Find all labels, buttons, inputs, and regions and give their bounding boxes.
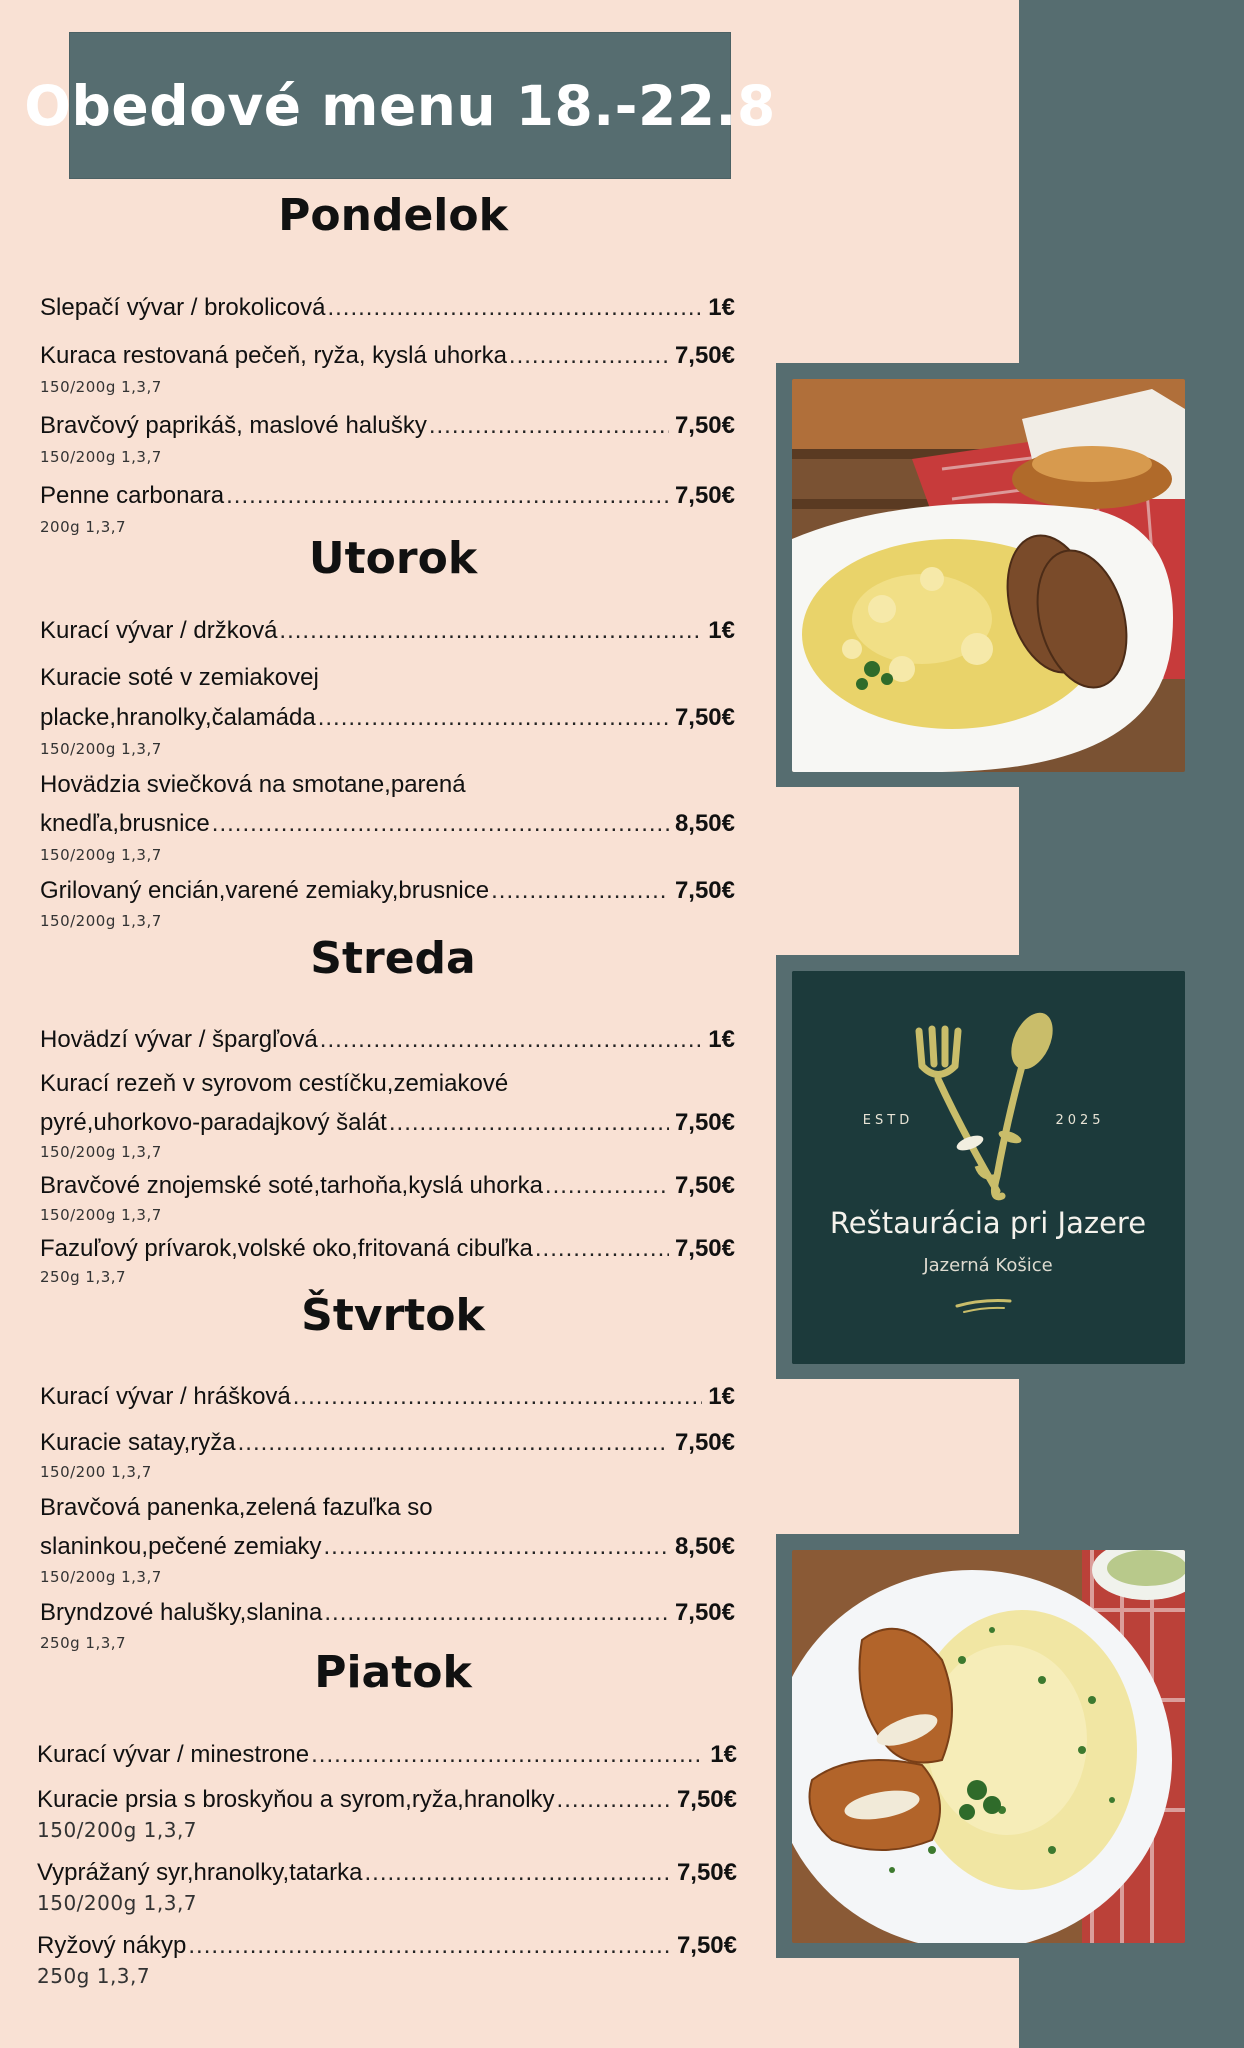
menu-item-weight: 150/200g 1,3,7: [40, 378, 162, 396]
menu-item: Kurací vývar / držková ..... 1€: [40, 613, 735, 645]
menu-item-weight: 150/200g 1,3,7: [40, 740, 162, 758]
menu-item: Ryžový nákyp ..... 7,50€: [37, 1928, 737, 1960]
menu-item-weight: 250g 1,3,7: [37, 1964, 151, 1988]
menu-item: Kuraca restovaná pečeň, ryža, kyslá uhorka ..... 7,50€: [40, 338, 735, 370]
day-heading-piatok: Piatok: [314, 1647, 472, 1698]
food-photo-frame: [776, 1534, 1019, 1958]
food-photo-frame: [776, 363, 1019, 787]
restaurant-logo: [792, 971, 1185, 1364]
menu-item: Kurací vývar / minestrone ..... 1€: [37, 1737, 737, 1769]
menu-item: placke,hranolky,čalamáda ..... 7,50€: [40, 700, 735, 732]
menu-item: Kuracie satay,ryža ..... 7,50€: [40, 1425, 735, 1457]
menu-item-weight: 150/200g 1,3,7: [37, 1818, 198, 1842]
menu-item-weight: 150/200g 1,3,7: [40, 1206, 162, 1224]
menu-item: knedľa,brusnice ..... 8,50€: [40, 806, 735, 838]
day-heading-stvrtok: Štvrtok: [301, 1290, 485, 1341]
day-heading-utorok: Utorok: [308, 533, 478, 584]
menu-item-weight: 150/200g 1,3,7: [40, 912, 162, 930]
food-photo-schnitzel: [792, 1550, 1185, 1943]
menu-item-weight: 150/200g 1,3,7: [40, 1568, 162, 1586]
day-heading-streda: Streda: [310, 933, 476, 984]
restaurant-logo-frame: [776, 955, 1147, 1379]
menu-title-banner: [24, 32, 776, 179]
menu-item-first-line: Bravčová panenka,zelená fazuľka so: [40, 1494, 433, 1521]
logo-restaurant-name: Reštaurácia pri Jazere: [829, 1206, 1147, 1240]
menu-item: Bravčový paprikáš, maslové halušky ..... 7,50€: [40, 408, 735, 440]
menu-item-weight: 250g 1,3,7: [40, 1634, 127, 1652]
logo-estd-left: ESTD: [862, 1113, 914, 1128]
menu-item-first-line: Kuracie soté v zemiakovej: [40, 664, 319, 691]
menu-item-weight: 250g 1,3,7: [40, 1268, 127, 1286]
menu-item: pyré,uhorkovo-paradajkový šalát ..... 7,50€: [40, 1105, 735, 1137]
menu-item: Vyprážaný syr,hranolky,tatarka ..... 7,50€: [37, 1855, 737, 1887]
menu-item-weight: 150/200 1,3,7: [40, 1463, 152, 1481]
page-title: Obedové menu 18.-22.8: [24, 73, 776, 138]
menu-item-weight: 150/200g 1,3,7: [40, 448, 162, 466]
logo-estd-right: 2025: [1055, 1113, 1105, 1128]
logo-subtitle: Jazerná Košice: [923, 1255, 1053, 1276]
menu-item-first-line: Hovädzia sviečková na smotane,parená: [40, 771, 466, 798]
menu-item: Kurací vývar / hrášková ..... 1€: [40, 1379, 735, 1411]
menu-item: Bravčové znojemské soté,tarhoňa,kyslá uhorka ..... 7,50€: [40, 1168, 735, 1200]
menu-item: Hovädzí vývar / špargľová ..... 1€: [40, 1022, 735, 1054]
food-photo-potatoes: [792, 379, 1185, 772]
menu-item-first-line: Kurací rezeň v syrovom cestíčku,zemiakové: [40, 1070, 509, 1097]
day-heading-pondelok: Pondelok: [278, 190, 508, 241]
menu-item: Kuracie prsia s broskyňou a syrom,ryža,hranolky ..... 7,50€: [37, 1782, 737, 1814]
menu-item-weight: 200g 1,3,7: [40, 518, 127, 536]
menu-item: slaninkou,pečené zemiaky ..... 8,50€: [40, 1529, 735, 1561]
menu-item-weight: 150/200g 1,3,7: [37, 1891, 198, 1915]
menu-item: Slepačí vývar / brokolicová ..... 1€: [40, 290, 735, 322]
menu-item: Bryndzové halušky,slanina ..... 7,50€: [40, 1595, 735, 1627]
menu-item: Fazuľový prívarok,volské oko,fritovaná cibuľka ..... 7,50€: [40, 1231, 735, 1263]
menu-item: Penne carbonara ..... 7,50€: [40, 478, 735, 510]
menu-item-weight: 150/200g 1,3,7: [40, 1143, 162, 1161]
menu-item-weight: 150/200g 1,3,7: [40, 846, 162, 864]
menu-item: Grilovaný encián,varené zemiaky,brusnice ..... 7,50€: [40, 873, 735, 905]
